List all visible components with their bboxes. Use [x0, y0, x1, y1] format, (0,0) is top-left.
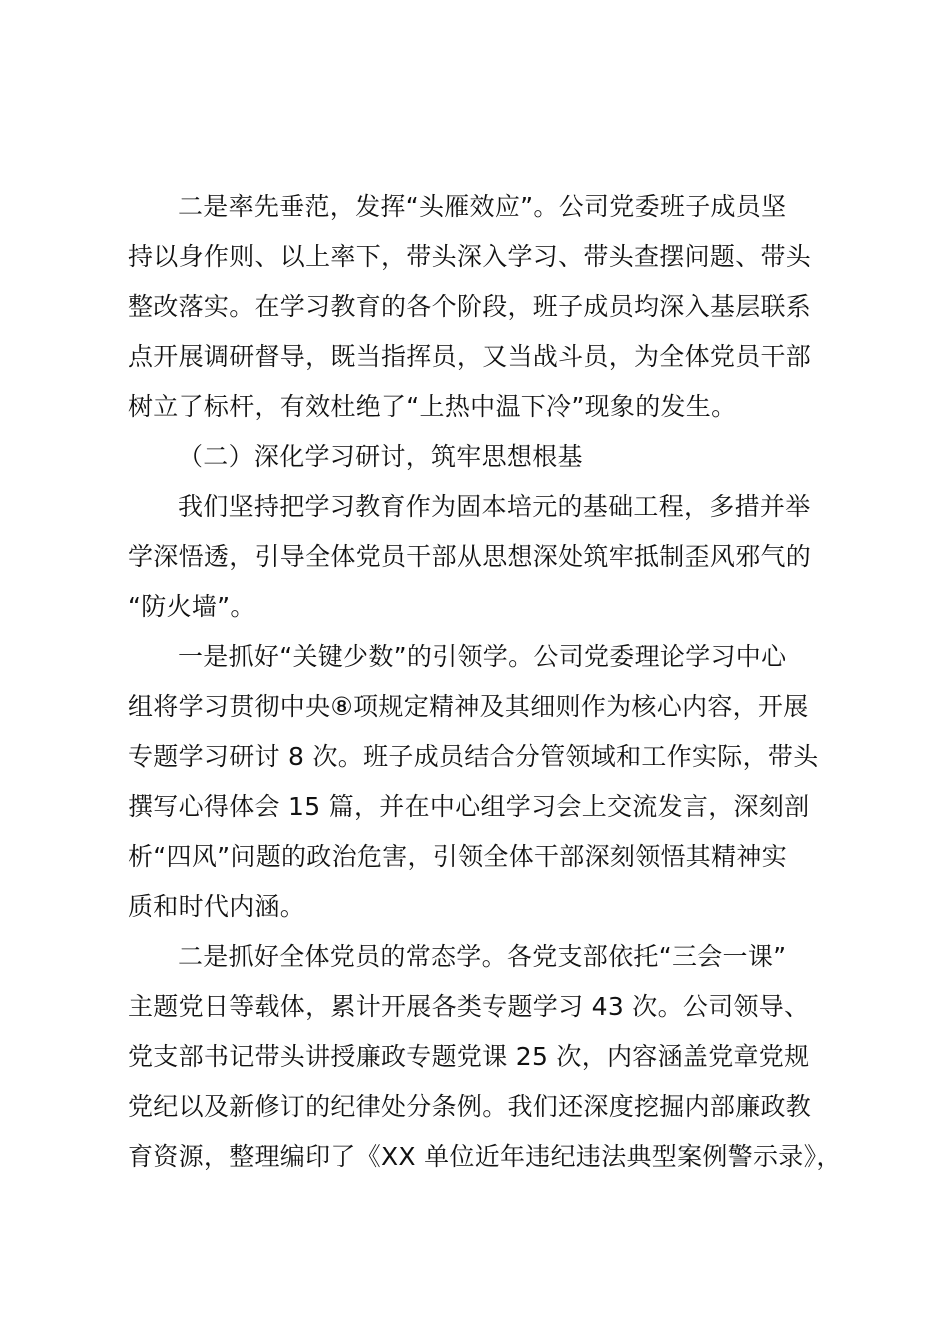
text-line: 组将学习贯彻中央⑧项规定精神及其细则作为核心内容，开展	[128, 692, 809, 721]
heading-line: （二）深化学习研讨，筑牢思想根基	[178, 442, 583, 471]
text-line: 二是率先垂范，发挥“头雁效应”。公司党委班子成员坚	[178, 192, 787, 221]
text-line: 一是抓好“关键少数”的引领学。公司党委理论学习中心	[178, 642, 787, 671]
text-line: 我们坚持把学习教育作为固本培元的基础工程，多措并举	[178, 492, 811, 521]
text-line: 整改落实。在学习教育的各个阶段，班子成员均深入基层联系	[128, 292, 812, 321]
text-line: 学深悟透，引导全体党员干部从思想深处筑牢抵制歪风邪气的	[128, 542, 812, 571]
text-line: 二是抓好全体党员的常态学。各党支部依托“三会一课”	[178, 942, 787, 971]
text-line: 党纪以及新修订的纪律处分条例。我们还深度挖掘内部廉政教	[128, 1092, 812, 1121]
document-body	[128, 182, 842, 1182]
paragraph-lead-by-example	[128, 182, 838, 432]
text-line: 树立了标杆，有效杜绝了“上热中温下冷”现象的发生。	[128, 392, 737, 421]
section-heading	[128, 432, 838, 482]
text-line: 质和时代内涵。	[128, 892, 306, 921]
text-line: “防火墙”。	[128, 592, 256, 621]
paragraph-key-minority	[128, 632, 838, 932]
text-line: 育资源，整理编印了《XX 单位近年违纪违法典型案例警示录》，	[128, 1142, 842, 1171]
paragraph-all-members	[128, 932, 842, 1182]
text-line: 撰写心得体会 15 篇，并在中心组学习会上交流发言，深刻剖	[128, 792, 810, 821]
text-line: 析“四风”问题的政治危害，引领全体干部深刻领悟其精神实	[128, 842, 788, 871]
text-line: 点开展调研督导，既当指挥员，又当战斗员，为全体党员干部	[128, 342, 812, 371]
text-line: 专题学习研讨 8 次。班子成员结合分管领域和工作实际，带头	[128, 742, 819, 771]
text-line: 党支部书记带头讲授廉政专题党课 25 次，内容涵盖党章党规	[128, 1042, 810, 1071]
text-line: 主题党日等载体，累计开展各类专题学习 43 次。公司领导、	[128, 992, 810, 1021]
paragraph-intro	[128, 482, 838, 632]
text-line: 持以身作则、以上率下，带头深入学习、带头查摆问题、带头	[128, 242, 812, 271]
